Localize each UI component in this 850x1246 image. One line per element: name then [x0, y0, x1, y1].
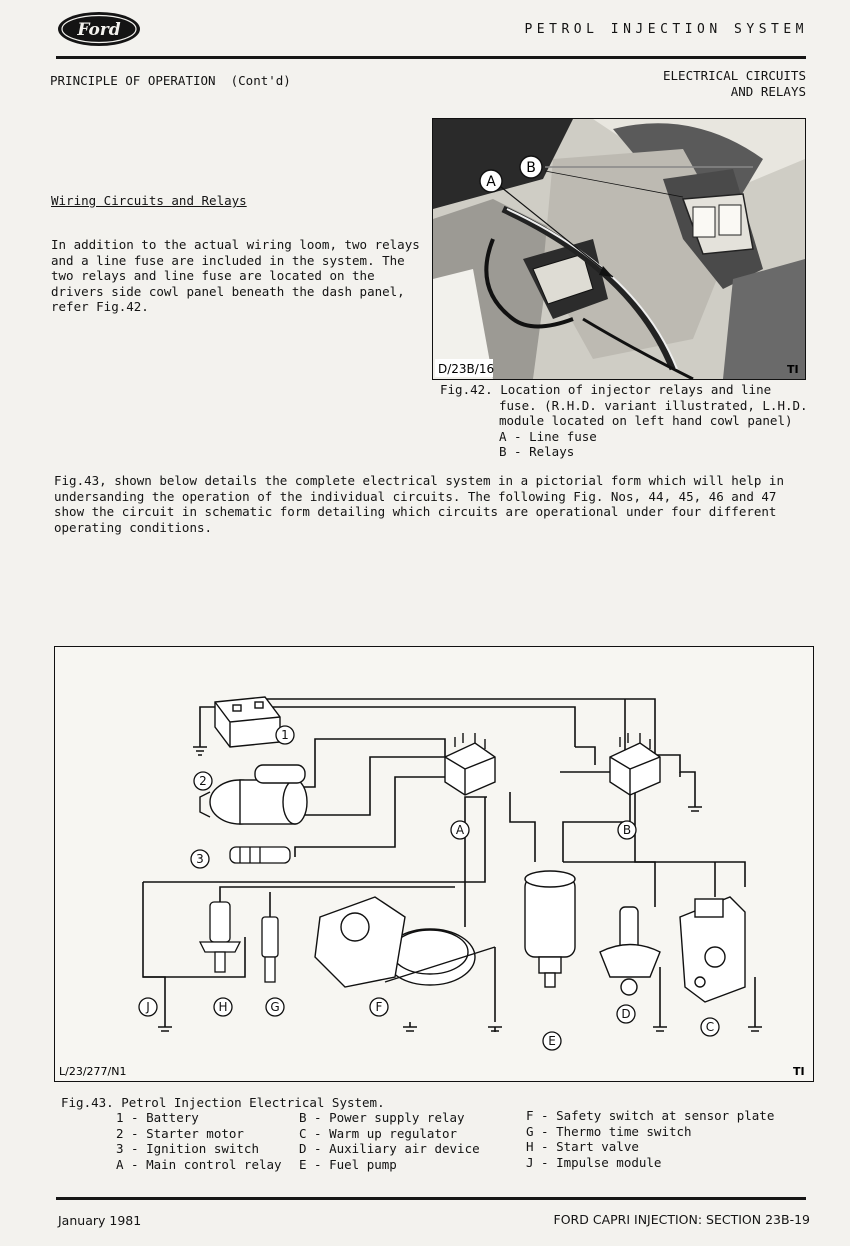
section-subtitle	[663, 68, 806, 100]
fig42-caption-line3: module located on left hand cowl panel)	[499, 413, 793, 428]
ford-logo	[56, 10, 142, 48]
section-subtitle-line2: AND RELAYS	[730, 84, 806, 99]
legend-item: D - Auxiliary air device	[299, 1141, 480, 1157]
legend-item: C - Warm up regulator	[299, 1125, 458, 1141]
fig42-caption-line2: fuse. (R.H.D. variant illustrated, L.H.D.	[499, 397, 808, 413]
fig43-legend-col1	[116, 1110, 282, 1173]
fig43-title: Fig.43. Petrol Injection Electrical System.	[61, 1095, 385, 1110]
marker-2: 2	[199, 774, 207, 788]
marker-e: E	[548, 1034, 556, 1048]
marker-3: 3	[196, 852, 204, 866]
legend-item: J - Impulse module	[526, 1155, 662, 1171]
fig42-photo	[432, 118, 806, 380]
fig43-legend-col2	[299, 1110, 480, 1173]
fig42-photo-mark: TI	[787, 363, 799, 376]
fig43-diagram	[54, 646, 814, 1082]
header-rule	[56, 56, 806, 59]
fig43-diagram-mark: TI	[793, 1065, 805, 1078]
fig42-photo-id: D/23B/16	[438, 362, 495, 376]
footer-date: January 1981	[58, 1213, 142, 1228]
fig42-caption-line4: A - Line fuse	[499, 428, 597, 444]
footer-section: FORD CAPRI INJECTION: SECTION 23B-19	[553, 1212, 810, 1227]
legend-item: 1 - Battery	[116, 1110, 199, 1125]
fig42-caption-line5: B - Relays	[499, 444, 575, 459]
legend-item: F - Safety switch at sensor plate	[526, 1108, 775, 1123]
fig42-caption	[440, 382, 810, 460]
fig42-label-b: B	[526, 160, 536, 176]
fig42-label-a: A	[486, 174, 496, 190]
marker-g: G	[270, 1000, 280, 1014]
legend-item: E - Fuel pump	[299, 1157, 397, 1173]
legend-item: G - Thermo time switch	[526, 1123, 692, 1139]
marker-1: 1	[281, 728, 289, 742]
footer-rule	[56, 1197, 806, 1200]
marker-j: J	[146, 1000, 150, 1014]
wiring-paragraph: In addition to the actual wiring loom, two relays and a line fuse are included in the system. The two relays and line fuse are located on the drivers side cowl panel beneath the dash panel, refer Fig.42.	[51, 237, 420, 314]
fig43-wiring-illustration	[55, 647, 813, 1081]
fig42-caption-line1: Fig.42. Location of injector relays and line	[440, 382, 772, 397]
marker-a: A	[455, 823, 465, 837]
ford-logo-text: Ford	[77, 20, 121, 40]
marker-c: C	[705, 1020, 715, 1034]
marker-b: B	[622, 823, 632, 837]
marker-d: D	[621, 1007, 631, 1021]
fig43-diagram-id: L/23/277/N1	[59, 1065, 127, 1078]
legend-item: 2 - Starter motor	[116, 1125, 244, 1141]
fig43-legend-col3	[526, 1108, 774, 1171]
legend-item: A - Main control relay	[116, 1157, 282, 1173]
intro-paragraph: Fig.43, shown below details the complete electrical system in a pictorial form which will help in undersanding the operation of the individual circuits. The following Fig. Nos, 44, 45, 46 and 47 show the circuit in schematic form detailing which circuits are operational under four different operating conditions.	[54, 473, 784, 535]
legend-item: H - Start valve	[526, 1139, 639, 1155]
section-subtitle-line1: ELECTRICAL CIRCUITS	[663, 68, 806, 83]
page-header-title: PETROL INJECTION SYSTEM	[524, 22, 808, 37]
section-title: PRINCIPLE OF OPERATION (Cont'd)	[50, 73, 291, 88]
marker-f: F	[375, 1000, 383, 1014]
legend-item: B - Power supply relay	[299, 1110, 465, 1125]
wiring-heading: Wiring Circuits and Relays	[51, 193, 247, 208]
fig43-caption	[61, 1095, 385, 1111]
fig42-photo-illustration	[433, 119, 805, 379]
marker-h: H	[218, 1000, 228, 1014]
legend-item: 3 - Ignition switch	[116, 1141, 259, 1157]
